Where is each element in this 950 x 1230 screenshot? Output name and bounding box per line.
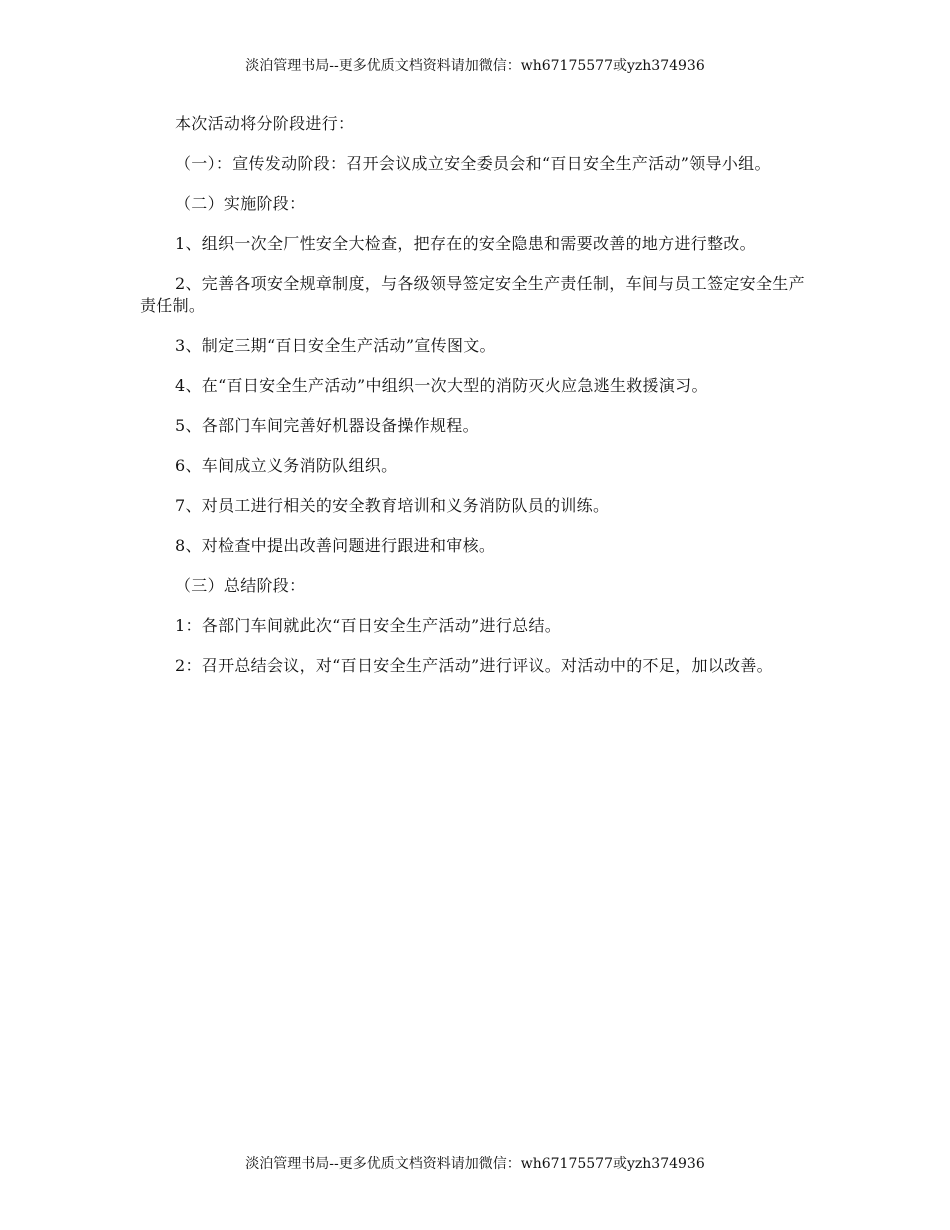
document-body: [140, 113, 810, 695]
stage-two-item-5: 5、各部门车间完善好机器设备操作规程。: [175, 416, 479, 435]
stage-two-item-2: 2、完善各项安全规章制度，与各级领导签定安全生产责任制，车间与员工签定安全生产责任制。: [140, 274, 805, 315]
stage-three-item-2: 2：召开总结会议，对“百日安全生产活动”进行评议。对活动中的不足，加以改善。: [175, 656, 773, 675]
stage-three-item-1: 1：各部门车间就此次“百日安全生产活动”进行总结。: [175, 616, 562, 635]
stage-two-item-4: 4、在“百日安全生产活动”中组织一次大型的消防灭火应急逃生救援演习。: [175, 376, 708, 395]
page-header: 淡泊管理书局--更多优质文档资料请加微信：wh67175577或yzh374936: [245, 58, 705, 74]
stage-two-item-3: 3、制定三期“百日安全生产活动”宣传图文。: [175, 336, 496, 355]
stage-two-heading: （二）实施阶段：: [175, 194, 306, 213]
page-footer: 淡泊管理书局--更多优质文档资料请加微信：wh67175577或yzh374936: [245, 1156, 705, 1172]
stage-two-item-8: 8、对检查中提出改善问题进行跟进和审核。: [175, 536, 496, 555]
stage-two-item-6: 6、车间成立义务消防队组织。: [175, 456, 398, 475]
intro-paragraph: 本次活动将分阶段进行：: [175, 114, 355, 133]
stage-one-paragraph: （一）：宣传发动阶段：召开会议成立安全委员会和“百日安全生产活动”领导小组。: [175, 154, 771, 173]
stage-three-heading: （三）总结阶段：: [175, 576, 306, 595]
stage-two-item-1: 1、组织一次全厂性安全大检查，把存在的安全隐患和需要改善的地方进行整改。: [175, 234, 756, 253]
stage-two-item-7: 7、对员工进行相关的安全教育培训和义务消防队员的训练。: [175, 496, 610, 515]
